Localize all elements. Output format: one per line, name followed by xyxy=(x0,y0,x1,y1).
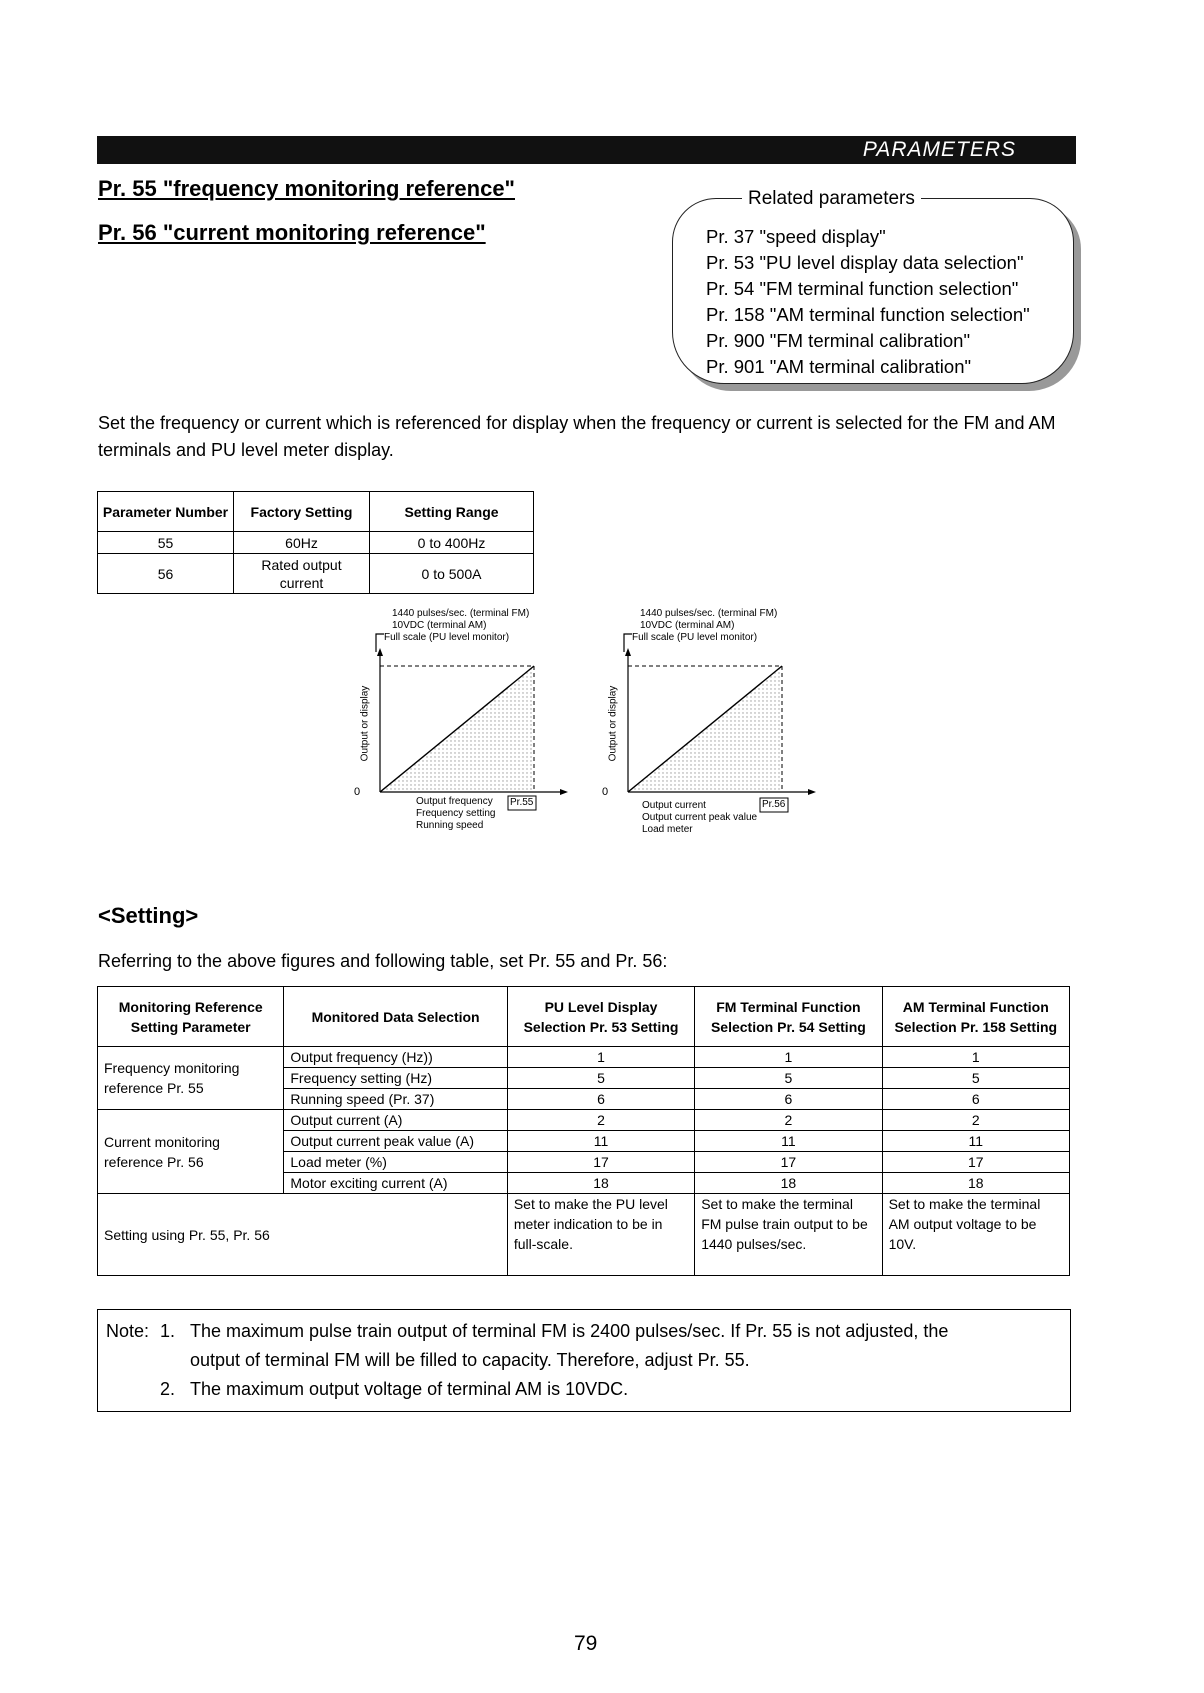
graph-top-label: 10VDC (terminal AM) xyxy=(392,620,487,631)
title-pr56: Pr. 56 "current monitoring reference" xyxy=(98,220,486,245)
header-monitoring-reference: Monitoring Reference Setting Parameter xyxy=(98,987,284,1047)
note-text: output of terminal FM will be filled to capacity. Therefore, adjust Pr. 55. xyxy=(190,1350,750,1370)
cell: 17 xyxy=(507,1152,694,1173)
cell: Motor exciting current (A) xyxy=(284,1173,507,1194)
cell: 60Hz xyxy=(234,532,370,554)
cell: 1 xyxy=(882,1047,1069,1068)
cell: 18 xyxy=(507,1173,694,1194)
footer-cell: Set to make the terminal FM pulse train output to be 1440 pulses/sec. xyxy=(695,1194,882,1276)
related-parameters-title: Related parameters xyxy=(742,188,921,210)
graph-top-label: 1440 pulses/sec. (terminal FM) xyxy=(640,608,778,619)
footer-cell: Set to make the PU level meter indication to be in full-scale. xyxy=(507,1194,694,1276)
monitoring-table xyxy=(97,986,1070,1276)
footer-cell: Set to make the terminal AM output voltage to be 10V. xyxy=(882,1194,1069,1276)
cell: 6 xyxy=(695,1089,882,1110)
setting-intro: Referring to the above figures and following table, set Pr. 55 and Pr. 56: xyxy=(98,951,668,971)
cell: 0 to 400Hz xyxy=(370,532,534,554)
graph-current xyxy=(602,608,840,848)
section-header-label: PARAMETERS xyxy=(862,138,1016,161)
graph-x-label: Output current peak value xyxy=(642,812,758,823)
cell: 55 xyxy=(98,532,234,554)
group-label: Frequency monitoring reference Pr. 55 xyxy=(98,1047,284,1110)
graph-top-label: 10VDC (terminal AM) xyxy=(640,620,735,631)
note-number: 2. xyxy=(160,1379,176,1399)
graph-origin-label: 0 xyxy=(602,786,609,798)
cell: Output frequency (Hz)) xyxy=(284,1047,507,1068)
cell: 17 xyxy=(882,1152,1069,1173)
cell: 0 to 500A xyxy=(370,554,534,594)
cell: Running speed (Pr. 37) xyxy=(284,1089,507,1110)
graph-x-label: Running speed xyxy=(416,820,484,831)
cell: 18 xyxy=(882,1173,1069,1194)
cell: 5 xyxy=(695,1068,882,1089)
cell: 11 xyxy=(507,1131,694,1152)
factory-setting-table xyxy=(97,491,534,594)
graph-top-label: 1440 pulses/sec. (terminal FM) xyxy=(392,608,530,619)
note-text: The maximum pulse train output of terminal FM is 2400 pulses/sec. If Pr. 55 is not adjusted, the xyxy=(190,1321,949,1341)
graph-top-label: Full scale (PU level monitor) xyxy=(384,632,510,643)
header-setting-range: Setting Range xyxy=(370,492,534,532)
graph-x-label: Frequency setting xyxy=(416,808,496,819)
graph-y-label: Output or display xyxy=(359,685,371,762)
cell: 11 xyxy=(695,1131,882,1152)
graph-top-label: Full scale (PU level monitor) xyxy=(632,632,758,643)
cell: Frequency setting (Hz) xyxy=(284,1068,507,1089)
cell: Rated output current xyxy=(234,554,370,594)
header-fm-terminal: FM Terminal Function Selection Pr. 54 Setting xyxy=(695,987,882,1047)
cell: 2 xyxy=(695,1110,882,1131)
cell: 5 xyxy=(507,1068,694,1089)
cell: 1 xyxy=(695,1047,882,1068)
related-item: Pr. 54 "FM terminal function selection" xyxy=(706,278,1019,299)
note-number: 1. xyxy=(160,1321,176,1341)
cell: 2 xyxy=(882,1110,1069,1131)
cell: 1 xyxy=(507,1047,694,1068)
graph-origin-label: 0 xyxy=(354,786,361,798)
cell: 6 xyxy=(507,1089,694,1110)
title-pr55: Pr. 55 "frequency monitoring reference" xyxy=(98,176,515,201)
graph-x-label: Output frequency xyxy=(416,796,493,807)
graph-y-label: Output or display xyxy=(607,685,619,762)
footer-label: Setting using Pr. 55, Pr. 56 xyxy=(98,1194,508,1276)
graph-x-label: Output current xyxy=(642,800,706,811)
header-monitored-data: Monitored Data Selection xyxy=(284,987,507,1047)
related-item: Pr. 901 "AM terminal calibration" xyxy=(706,356,972,377)
related-item: Pr. 158 "AM terminal function selection" xyxy=(706,304,1030,325)
group-label: Current monitoring reference Pr. 56 xyxy=(98,1110,284,1194)
setting-heading: <Setting> xyxy=(98,903,199,928)
header-factory-setting: Factory Setting xyxy=(234,492,370,532)
related-item: Pr. 53 "PU level display data selection" xyxy=(706,252,1024,273)
graph-ref-label: Pr.55 xyxy=(510,797,534,808)
note-box xyxy=(97,1309,1071,1412)
cell: 6 xyxy=(882,1089,1069,1110)
header-parameter-number: Parameter Number xyxy=(98,492,234,532)
graph-frequency xyxy=(354,608,592,848)
cell: 56 xyxy=(98,554,234,594)
page-number: 79 xyxy=(574,1632,598,1655)
cell: Load meter (%) xyxy=(284,1152,507,1173)
cell: Output current (A) xyxy=(284,1110,507,1131)
cell: Output current peak value (A) xyxy=(284,1131,507,1152)
header-am-terminal: AM Terminal Function Selection Pr. 158 Setting xyxy=(882,987,1069,1047)
intro-paragraph: Set the frequency or current which is referenced for display when the frequency or current is selected for the FM and AM terminals and PU level meter display. xyxy=(98,413,1056,460)
cell: 17 xyxy=(695,1152,882,1173)
related-item: Pr. 900 "FM terminal calibration" xyxy=(706,330,971,351)
cell: 18 xyxy=(695,1173,882,1194)
related-item: Pr. 37 "speed display" xyxy=(706,226,886,247)
cell: 2 xyxy=(507,1110,694,1131)
note-prefix: Note: xyxy=(106,1321,150,1341)
header-pu-level: PU Level Display Selection Pr. 53 Setting xyxy=(507,987,694,1047)
cell: 5 xyxy=(882,1068,1069,1089)
cell: 11 xyxy=(882,1131,1069,1152)
graph-x-label: Load meter xyxy=(642,824,693,835)
section-header-bar xyxy=(97,136,1076,164)
note-text: The maximum output voltage of terminal AM is 10VDC. xyxy=(190,1379,629,1399)
graph-ref-label: Pr.56 xyxy=(762,799,786,810)
